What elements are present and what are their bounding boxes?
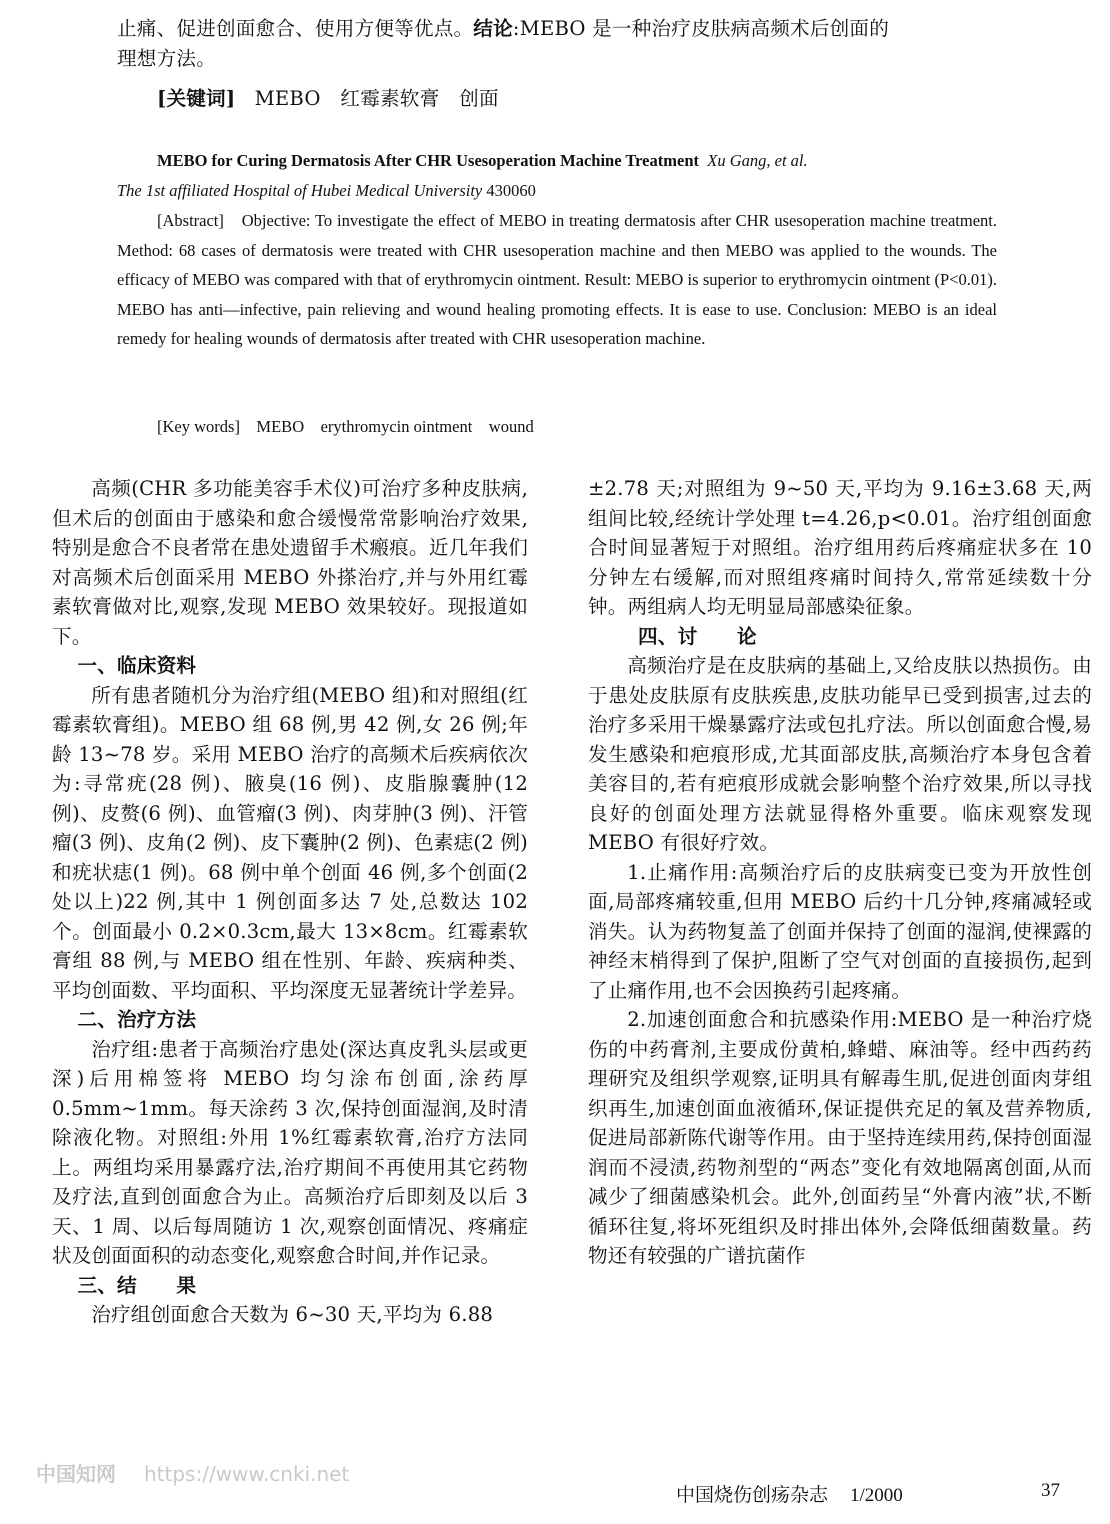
english-affiliation: The 1st affiliated Hospital of Hubei Medical University (117, 181, 483, 200)
methods-paragraph: 治疗组:患者于高频治疗患处(深达真皮乳头层或更深)后用棉签将 MEBO 均匀涂布创面,涂药厚 0.5mm~1mm。每天涂药 3 次,保持创面湿润,及时清除液化物。对照组:外用 1%红霉素软膏,治疗方法同上。两组均采用暴露疗法,治疗期间不再使用其它药物及疗法,直到创面愈合为止。高频治疗后即刻及以后 3 天、1 周、以后每周随访 1 次,观察创面情况、疼痛症状及创面面积的动态变化,观察愈合时间,并作记录。 (52, 1037, 528, 1267)
abstract-line2: 理想方法。 (117, 46, 216, 70)
body-right-column (588, 474, 1092, 1271)
issue-number: 1/2000 (850, 1485, 903, 1506)
english-title-line (157, 146, 1007, 176)
intro-paragraph: 高频(CHR 多功能美容手术仪)可治疗多种皮肤病,但术后的创面由于感染和愈合缓慢常常影响治疗效果,特别是愈合不良者常在患处遗留手术瘢痕。近几年我们对高频术后创面采用 MEBO 外搽治疗,并与外用红霉素软膏做对比,观察,发现 MEBO 效果较好。现报道如下。 (52, 477, 528, 648)
section-heading-discussion: 四、讨 论 (638, 624, 757, 648)
section-heading-methods: 二、治疗方法 (77, 1008, 197, 1031)
english-title: MEBO for Curing Dermatosis After CHR Usesoperation Machine Treatment (157, 151, 699, 170)
results-paragraph-start: 治疗组创面愈合天数为 6~30 天,平均为 6.88 (91, 1303, 494, 1326)
discussion-paragraph: 高频治疗是在皮肤病的基础上,又给皮肤以热损伤。由于患处皮肤原有皮肤疾患,皮肤功能早已受到损害,过去的治疗多采用干燥暴露疗法或包扎疗法。所以创面愈合慢,易发生感染和疤痕形成,尤其面部皮肤,高频治疗本身包含着美容目的,若有疤痕形成就会影响整个治疗效果,所以寻找良好的创面处理方法就显得格外重要。临床观察发现 MEBO 有很好疗效。 (588, 654, 1092, 854)
results-paragraph-continued: ±2.78 天;对照组为 9~50 天,平均为 9.16±3.68 天,两组间比较,经统计学处理 t=4.26,p<0.01。治疗组创面愈合时间显著短于对照组。治疗组用药后疼痛症状多在 10 分钟左右缓解,而对照组疼痛时间持久,常常延续数十分钟。两组病人均无明显局部感染征象。 (588, 477, 1092, 618)
english-postcode: 430060 (486, 181, 536, 200)
keywords-cn (157, 84, 957, 114)
abstract-line1-rest: :MEBO 是一种治疗皮肤病高频术后创面的 (512, 17, 890, 40)
analgesic-effect-paragraph: 1.止痛作用:高频治疗后的皮肤病变已变为开放性创面,局部疼痛较重,但用 MEBO 后约十几分钟,疼痛减轻或消失。认为药物复盖了创面并保持了创面的湿润,使裸露的神经末梢得到了保护,阻断了空气对创面的直接损伤,起到了止痛作用,也不会因换药引起疼痛。 (588, 860, 1092, 1002)
conclusion-label: 结论 (473, 17, 513, 40)
watermark-url: https://www.cnki.net (144, 1462, 350, 1486)
abstract-line1: 止痛、促进创面愈合、使用方便等优点。 (117, 17, 474, 40)
section-heading-clinical-data: 一、临床资料 (77, 654, 197, 677)
watermark-logo: 中国知网 (36, 1462, 116, 1486)
section-heading-results: 三、结 果 (77, 1273, 197, 1297)
english-keywords: [Key words] MEBO erythromycin ointment wound (157, 417, 534, 436)
page-footer (676, 1480, 903, 1507)
english-abstract: [Abstract] Objective: To investigate the effect of MEBO in treating dermatosis after CHR usesoperation machine treatment. Method: 68 cases of dermatosis were treated with CHR usesoperation machine and then MEBO was applied to the wounds. The efficacy of MEBO was compared with that of erythromycin ointment. Result: MEBO is superior to erythromycin ointment (P<0.01). MEBO has anti—infective, pain relieving and wound healing promoting effects. It is ease to use. Conclusion: MEBO is an ideal remedy for healing wounds of dermatosis after treated with CHR usesoperation machine. (117, 211, 997, 348)
journal-name: 中国烧伤创疡杂志 (676, 1484, 829, 1506)
body-left-column (52, 474, 528, 1330)
page-number: 37 (1041, 1480, 1060, 1501)
healing-effect-paragraph: 2.加速创面愈合和抗感染作用:MEBO 是一种治疗烧伤的中药膏剂,主要成份黄柏,蜂蜡、麻油等。经中西药药理研究及组织学观察,证明具有解毒生肌,促进创面肉芽组织再生,加速创面血液循环,保证提供充足的氧及营养物质,促进局部新陈代谢等作用。由于坚持连续用药,保持创面湿润而不浸渍,药物剂型的“两态”变化有效地隔离创面,从而减少了细菌感染机会。此外,创面药呈“外膏内液”状,不断循环往复,将坏死组织及时排出体外,会降低细菌数量。药物还有较强的广谱抗菌作 (588, 1008, 1092, 1267)
keywords-cn-list: MEBO 红霉素软膏 创面 (254, 87, 499, 110)
clinical-data-paragraph: 所有患者随机分为治疗组(MEBO 组)和对照组(红霉素软膏组)。MEBO 组 68 例,男 42 例,女 26 例;年龄 13~78 岁。采用 MEBO 治疗的高频术后疾病依次为:寻常疣(28 例)、腋臭(16 例)、皮脂腺囊肿(12 例)、皮赘(6 例)、血管瘤(3 例)、肉芽肿(3 例)、汗管瘤(3 例)、皮角(2 例)、皮下囊肿(2 例)、色素痣(2 例)和疣状痣(1 例)。68 例中单个创面 46 例,多个创面(2 处以上)22 例,其中 1 例创面多达 7 处,总数达 102 个。创面最小 0.2×0.3cm,最大 13×8cm。红霉素软膏组 88 例,与 MEBO 组在性别、年龄、疾病种类、平均创面数、平均面积、平均深度无显著统计学差异。 (52, 683, 528, 1002)
english-authors: Xu Gang, et al. (707, 151, 808, 170)
abstract-cn-tail (117, 14, 997, 73)
cnki-watermark (36, 1458, 349, 1487)
keywords-cn-label: [关键词] (157, 87, 236, 110)
english-affiliation-line (117, 176, 997, 206)
